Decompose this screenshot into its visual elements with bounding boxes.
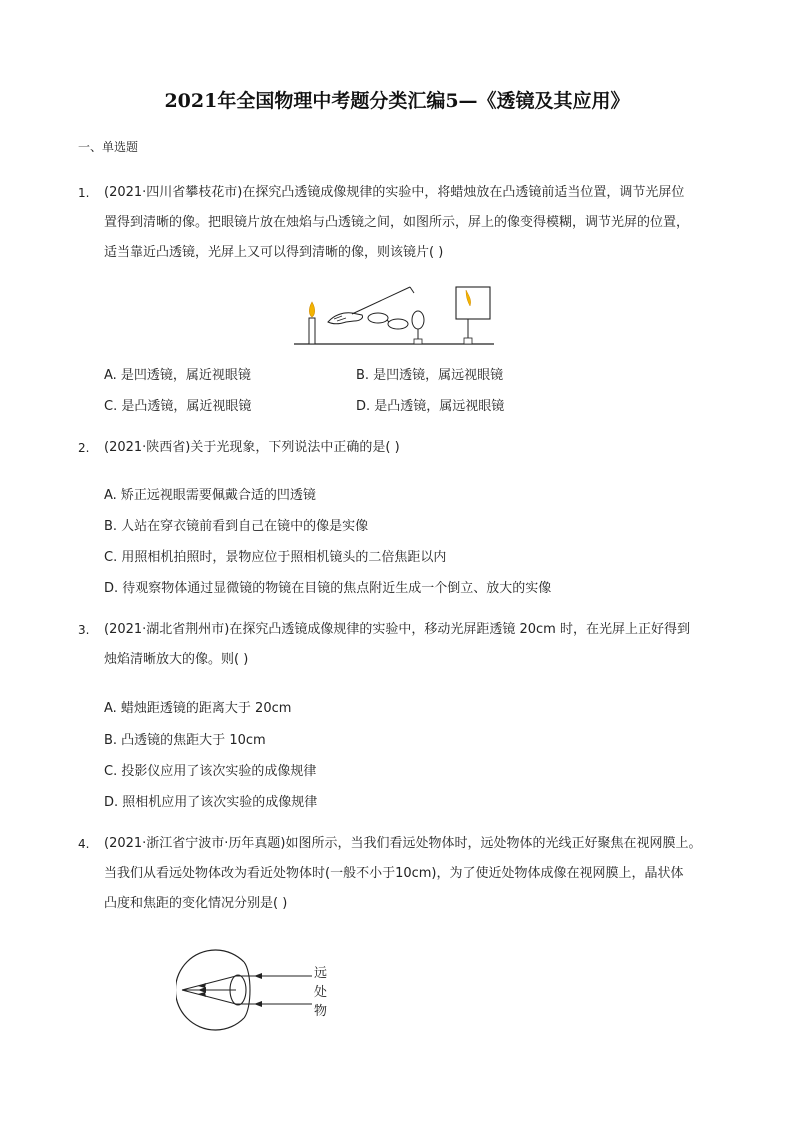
eye-diagram-figure bbox=[176, 946, 316, 1034]
question-1-option-d: D. 是凸透镜，属远视眼镜 bbox=[356, 399, 505, 414]
question-2-text bbox=[104, 433, 724, 463]
question-line: (2021·湖北省荆州市)在探究凸透镜成像规律的实验中，移动光屏距透镜 20cm 时，在光屏上正好得到 bbox=[104, 622, 690, 637]
question-2-option-b: B. 人站在穿衣镜前看到自己在镜中的像是实像 bbox=[104, 519, 369, 534]
question-4-number: 4. bbox=[78, 837, 90, 851]
question-line: 凸度和焦距的变化情况分别是( ) bbox=[104, 896, 288, 911]
figure-label: 处 bbox=[314, 985, 328, 1000]
candle-flame-icon bbox=[309, 302, 314, 317]
question-line: 当我们从看远处物体改为看近处物体时(一般不小于10cm)，为了使近处物体成像在视网膜上，晶状体 bbox=[104, 866, 684, 881]
question-3-option-b: B. 凸透镜的焦距大于 10cm bbox=[104, 733, 266, 748]
figure-label: 远 bbox=[314, 966, 328, 981]
figure-label: 物 bbox=[314, 1004, 328, 1019]
question-1-number: 1. bbox=[78, 186, 90, 200]
glasses-lens-icon bbox=[368, 313, 388, 323]
convex-lens-icon bbox=[412, 311, 424, 329]
question-3-option-d: D. 照相机应用了该次实验的成像规律 bbox=[104, 795, 318, 810]
question-line: 适当靠近凸透镜，光屏上又可以得到清晰的像，则该镜片( ) bbox=[104, 245, 444, 260]
question-3-option-c: C. 投影仪应用了该次实验的成像规律 bbox=[104, 764, 317, 779]
question-line: 烛焰清晰放大的像。则( ) bbox=[104, 652, 249, 667]
question-1-option-a: A. 是凹透镜，属近视眼镜 bbox=[104, 368, 251, 383]
question-3-option-a: A. 蜡烛距透镜的距离大于 20cm bbox=[104, 701, 292, 716]
page-title: 2021年全国物理中考题分类汇编5—《透镜及其应用》 bbox=[164, 90, 630, 112]
question-2-option-c: C. 用照相机拍照时，景物应位于照相机镜头的二倍焦距以内 bbox=[104, 550, 447, 565]
section-heading: 一、单选题 bbox=[78, 140, 139, 154]
question-1-text bbox=[104, 178, 724, 268]
light-screen-icon bbox=[456, 287, 490, 319]
lens-experiment-figure bbox=[290, 282, 500, 350]
question-line: (2021·陕西省)关于光现象，下列说法中正确的是( ) bbox=[104, 440, 400, 455]
question-3-text bbox=[104, 615, 724, 675]
question-2-option-a: A. 矫正远视眼需要佩戴合适的凹透镜 bbox=[104, 488, 316, 503]
question-4-text bbox=[104, 829, 724, 919]
question-line: (2021·四川省攀枝花市)在探究凸透镜成像规律的实验中，将蜡烛放在凸透镜前适当位置，调节光屏位 bbox=[104, 185, 685, 200]
question-2-option-d: D. 待观察物体通过显微镜的物镜在目镜的焦点附近生成一个倒立、放大的实像 bbox=[104, 581, 552, 596]
question-line: (2021·浙江省宁波市·历年真题)如图所示，当我们看远处物体时，远处物体的光线正好聚焦在视网膜上。 bbox=[104, 836, 702, 851]
question-3-number: 3. bbox=[78, 623, 90, 637]
question-2-number: 2. bbox=[78, 441, 90, 455]
question-1-option-c: C. 是凸透镜，属近视眼镜 bbox=[104, 399, 252, 414]
candle-icon bbox=[309, 318, 315, 344]
glasses-lens-icon bbox=[388, 319, 408, 329]
question-line: 置得到清晰的像。把眼镜片放在烛焰与凸透镜之间，如图所示，屏上的像变得模糊，调节光屏的位置， bbox=[104, 215, 690, 230]
question-1-option-b: B. 是凹透镜，属远视眼镜 bbox=[356, 368, 504, 383]
